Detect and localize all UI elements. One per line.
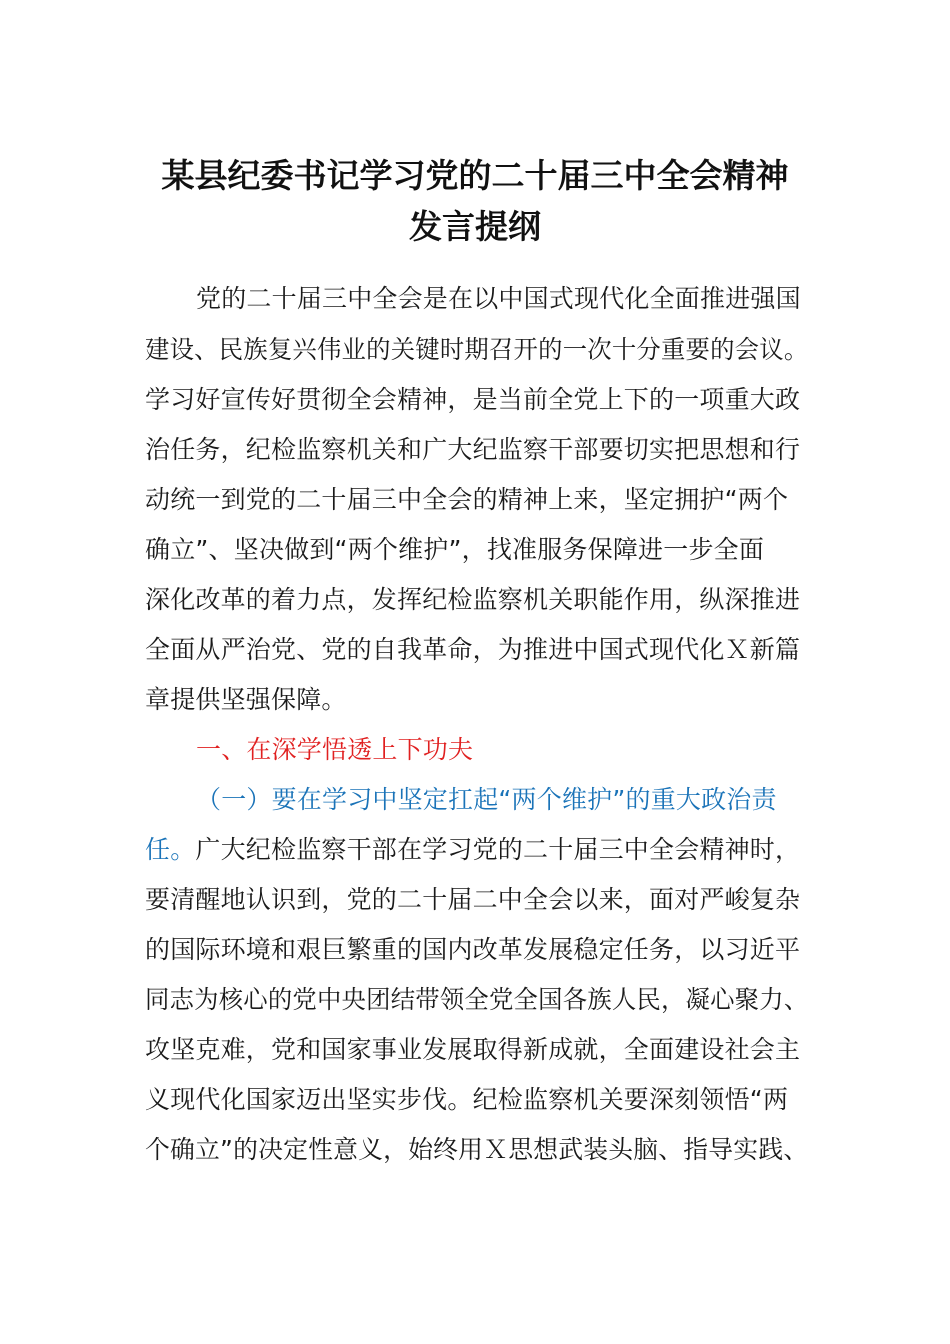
section-heading: 一、在深学悟透上下功夫 bbox=[196, 735, 474, 764]
intro-paragraph-line: 章提供坚强保障。 bbox=[145, 685, 347, 714]
document-title-line-2: 发言提纲 bbox=[409, 207, 541, 246]
body-paragraph-line: 同志为核心的党中央团结带领全党全国各族人民，凝心聚力、 bbox=[145, 985, 809, 1014]
intro-paragraph-line: 治任务，纪检监察机关和广大纪监察干部要切实把思想和行 bbox=[145, 435, 801, 464]
intro-paragraph-line: 建设、民族复兴伟业的关键时期召开的一次十分重要的会议。 bbox=[145, 335, 809, 364]
intro-paragraph-line: 动统一到党的二十届三中全会的精神上来，坚定拥护“两个 bbox=[145, 485, 789, 514]
intro-paragraph-line: 学习好宣传好贯彻全会精神，是当前全党上下的一项重大政 bbox=[145, 385, 801, 414]
intro-paragraph-line: 全面从严治党、党的自我革命，为推进中国式现代化Ｘ新篇 bbox=[145, 635, 801, 664]
intro-paragraph-line: 深化改革的着力点，发挥纪检监察机关职能作用，纵深推进 bbox=[145, 585, 801, 614]
body-paragraph-line bbox=[145, 833, 800, 867]
intro-paragraph-line: 确立”、坚决做到“两个维护”，找准服务保障进一步全面 bbox=[145, 535, 765, 564]
body-paragraph-line: 攻坚克难，党和国家事业发展取得新成就，全面建设社会主 bbox=[145, 1035, 801, 1064]
sub-heading-end: 任。 bbox=[145, 835, 196, 864]
body-paragraph-line: 义现代化国家迈出坚实步伐。纪检监察机关要深刻领悟“两 bbox=[145, 1085, 789, 1114]
sub-heading: （一）要在学习中坚定扛起“两个维护”的重大政治责 bbox=[196, 785, 777, 814]
intro-paragraph-line: 党的二十届三中全会是在以中国式现代化全面推进强国 bbox=[196, 284, 801, 313]
body-paragraph-line: 的国际环境和艰巨繁重的国内改革发展稳定任务，以习近平 bbox=[145, 935, 801, 964]
body-paragraph-line: 要清醒地认识到，党的二十届二中全会以来，面对严峻复杂 bbox=[145, 885, 801, 914]
body-paragraph-line: 个确立”的决定性意义，始终用Ｘ思想武装头脑、指导实践、 bbox=[145, 1135, 809, 1164]
body-text: 广大纪检监察干部在学习党的二十届三中全会精神时， bbox=[195, 835, 801, 864]
document-title-line-1: 某县纪委书记学习党的二十届三中全会精神 bbox=[161, 156, 789, 195]
